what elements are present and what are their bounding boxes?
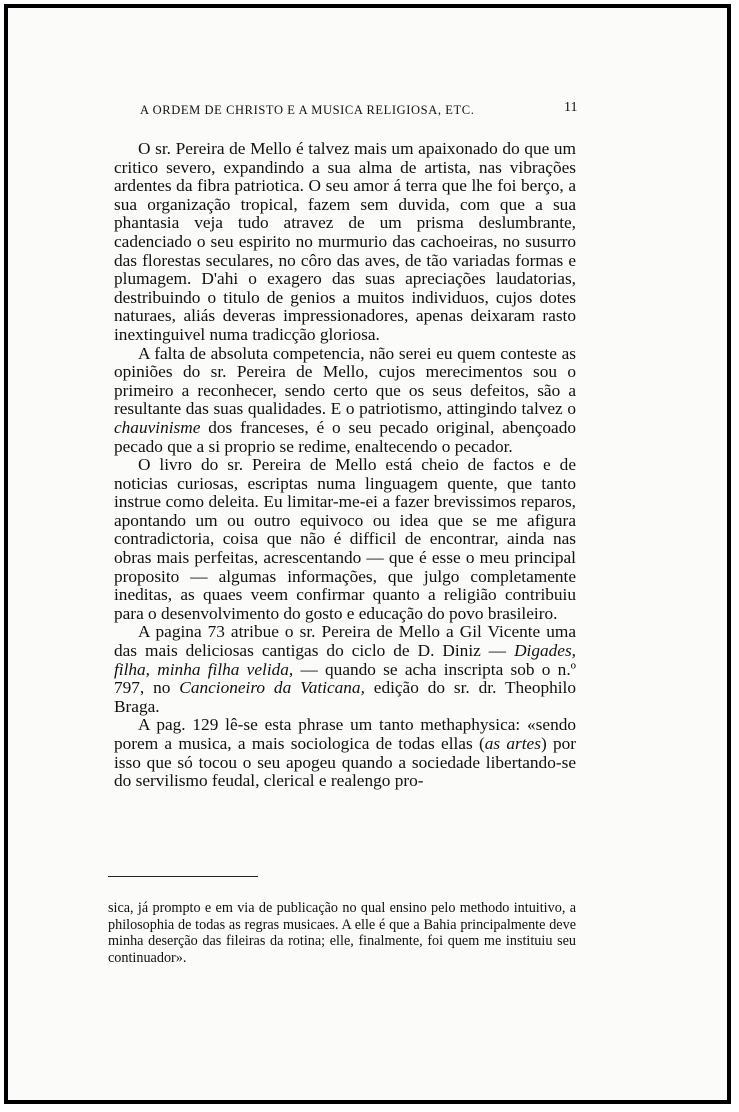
footnote-rule <box>108 876 258 877</box>
footnote-text: sica, já prompto e em via de publicação no qual ensino pelo methodo intuitivo, a philosophia de todas as regras musicaes. A elle é que a Bahia principalmente deve minha deserção das fileiras da rotina; elle, finalmente, foi quem me instituiu seu continuador». <box>108 900 576 966</box>
paragraph-4-text-a: A pagina 73 atribue o sr. Pereira de Mello a Gil Vicente uma das mais deliciosas cantigas do ciclo de D. Diniz — <box>114 622 576 661</box>
paragraph-1: O sr. Pereira de Mello é talvez mais um apaixonado do que um critico severo, expandindo a sua alma de artista, nas vibrações ardentes da fibra patriotica. O seu amor á terra que lhe foi berço, a sua organização tropical, fazem sem duvida, com que a sua phantasia veja tudo atravez de um prisma deslumbrante, cadenciado o seu espirito no murmurio das cachoeiras, no susurro das florestas seculares, no côro das aves, de tão variadas formas e plumagem. D'ahi o exagero das suas apreciações laudatorias, destribuindo o titulo de genios a muitos individuos, cujos dotes naturaes, aliás deveras impressionadores, apenas deixaram rasto inextinguivel numa tradicção gloriosa. <box>114 139 576 344</box>
footnote <box>108 900 576 966</box>
page-number: 11 <box>564 100 578 115</box>
paragraph-3: O livro do sr. Pereira de Mello está cheio de factos e de noticias curiosas, escriptas numa linguagem quente, que tanto instrue como deleita. Eu limitar-me-ei a fazer brevissimos reparos, apontando um ou outro equivoco ou idea que se me afigura contradictoria, coisa que não é difficil de encontrar, ainda nas obras mais perfeitas, acrescentando — que é esse o meu principal proposito — algumas informações, que julgo completamente ineditas, as quaes veem confirmar quanto a religião contribuiu para o desenvolvimento do gosto e educação do povo brasileiro. <box>114 455 576 623</box>
main-text <box>114 140 576 791</box>
running-header: A ORDEM DE CHRISTO E A MUSICA RELIGIOSA, ETC. <box>140 103 475 117</box>
paragraph-2-italic: chauvinisme <box>114 417 201 437</box>
paragraph-4 <box>114 623 576 716</box>
paragraph-4-italic-source: Cancioneiro da Vaticana, <box>179 678 365 698</box>
paragraph-4-italic-title: Digades, filha, minha filha velida, <box>114 641 576 679</box>
paragraph-2 <box>114 345 576 457</box>
paragraph-2-text-a: A falta de absoluta competencia, não serei eu quem conteste as opiniões do sr. Pereira de Mello, cujos merecimentos sou o primeiro a reconhecer, sendo certo que os seus defeitos, são a resultante das suas qualidades. E o patriotismo, attingindo talvez o <box>114 343 576 419</box>
paragraph-5-text-b: ) por isso que só tocou o seu apogeu quando a sociedade libertando-se do servilismo feudal, clerical e realengo pro- <box>114 734 576 791</box>
paragraph-2-text-b: dos franceses, é o seu pecado original, abençoado pecado que a si proprio se redime, enaltecendo o pecador. <box>114 417 576 456</box>
paragraph-5-text-a: A pag. 129 lê-se esta phrase um tanto methaphysica: «sendo porem a musica, a mais sociologica de todas ellas ( <box>114 715 576 753</box>
paragraph-4-text-b: — quando se acha inscripta sob o n.º 797, no <box>114 659 576 698</box>
paragraph-4-text-c: edição do sr. dr. Theophilo Braga. <box>114 678 576 716</box>
paragraph-5-italic: as artes <box>484 734 541 753</box>
paragraph-5 <box>114 716 576 790</box>
